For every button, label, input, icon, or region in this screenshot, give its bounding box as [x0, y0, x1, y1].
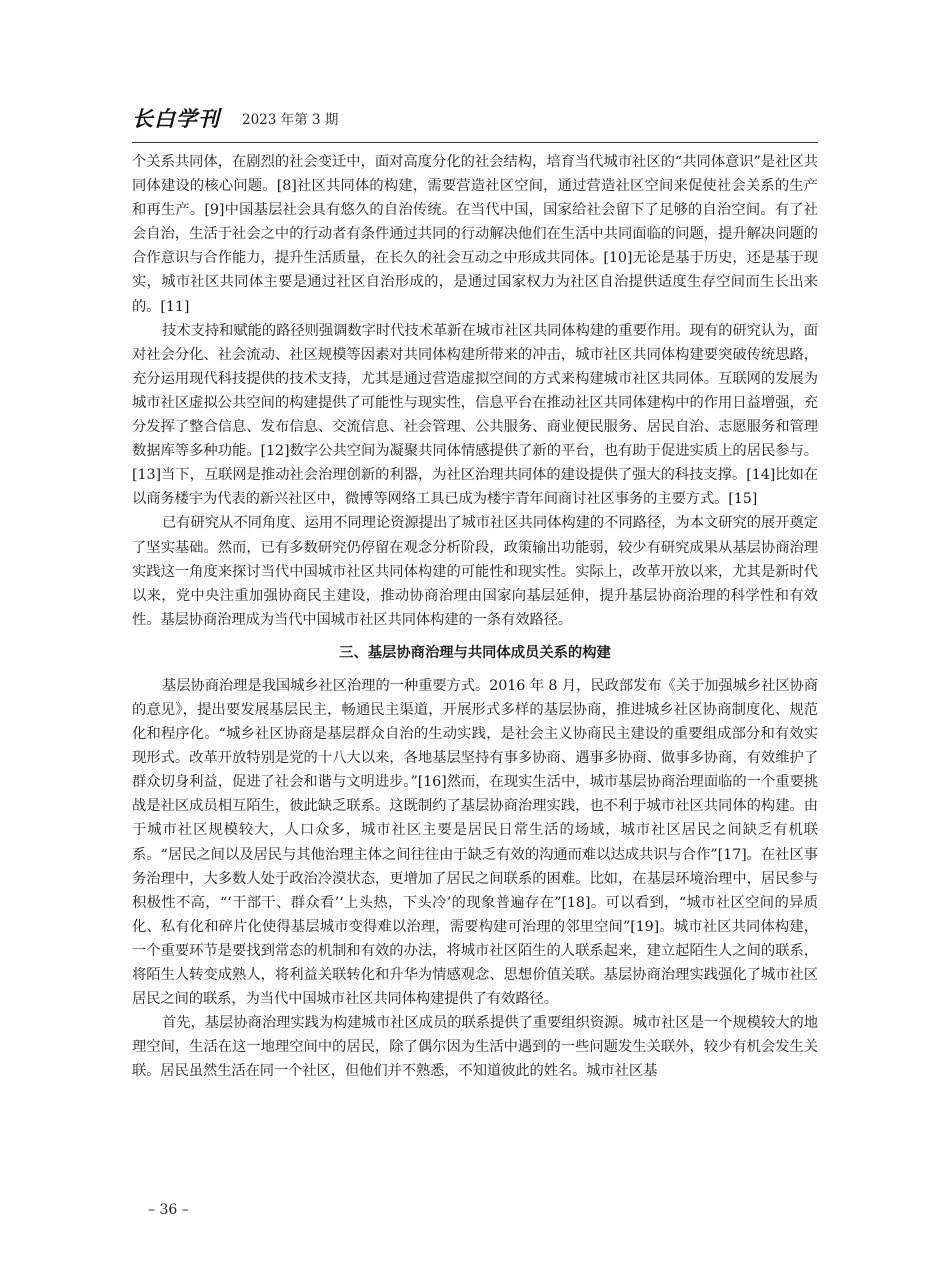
section-heading: 三、基层协商治理与共同体成员关系的构建: [339, 644, 611, 661]
paragraph-4: 基层协商治理是我国城乡社区治理的一种重要方式。2016 年 8 月，民政部发布《关于加强城乡社区协商的意见》，提出要发展基层民主，畅通民主渠道，开展形式多样的基层协商，推进城乡社区协商制度化、规范化和程序化。“城乡社区协商是基层群众自治的生动实践，是社会主义协商民主建设的重要组成部分和有效实现形式。改革开放特别是党的十八大以来，各地基层坚持有事多协商、遇事多协商、做事多协商，有效维护了群众切身利益，促进了社会和谐与文明进步。”[16]然而，在现实生活中，城市基层协商治理面临的一个重要挑战是社区成员相互陌生，彼此缺乏联系。这既制约了基层协商治理实践，也不利于城市社区共同体的构建。由于城市社区规模较大，人口众多，城市社区主要是居民日常生活的场域，城市社区居民之间缺乏有机联系。“居民之间以及居民与其他治理主体之间往往由于缺乏有效的沟通而难以达成共识与合作”[17]。在社区事务治理中，大多数人处于政治冷漠状态，更增加了居民之间联系的困难。比如，在基层环境治理中，居民参与积极性不高，“‘干部干、群众看’‘上头热，下头冷’的现象普遍存在”[18]。可以看到，“城市社区空间的异质化、私有化和碎片化使得基层城市变得难以治理，需要构建可治理的邻里空间”[19]。城市社区共同体构建，一个重要环节是要找到常态的机制和有效的办法，将城市社区陌生的人联系起来，建立起陌生人之间的联系，将陌生人转变成熟人，将利益关联转化和升华为情感观念、思想价值关联。基层协商治理实践强化了城市社区居民之间的联系，为当代中国城市社区共同体构建提供了有效路径。: [132, 677, 818, 1008]
journal-logo: 长白学刊: [132, 106, 220, 131]
page-header: [132, 103, 818, 133]
paragraph-5: 首先，基层协商治理实践为构建城市社区成员的联系提供了重要组织资源。城市社区是一个规模较大的地理空间，生活在这一地理空间中的居民，除了偶尔因为生活中遇到的一些问题发生关联外，较少有机会发生关联。居民虽然生活在同一个社区，但他们并不熟悉，不知道彼此的姓名。城市社区基: [132, 1015, 818, 1080]
header-divider: [132, 142, 818, 143]
article-body: [132, 150, 818, 1083]
issue-label: 2023 年第 3 期: [242, 112, 339, 128]
paragraph-3: 已有研究从不同角度、运用不同理论资源提出了城市社区共同体构建的不同路径，为本文研究的展开奠定了坚实基础。然而，已有多数研究仍停留在观念分析阶段，政策输出功能弱，较少有研究成果从基层协商治理实践这一角度来探讨当代中国城市社区共同体构建的可能性和现实性。实际上，改革开放以来，尤其是新时代以来，党中央注重加强协商民主建设，推动协商治理由国家向基层延伸，提升基层协商治理的科学性和有效性。基层协商治理成为当代中国城市社区共同体构建的一条有效路径。: [132, 515, 818, 628]
page-number: – 36 –: [148, 1202, 189, 1218]
paragraph-1: 个关系共同体，在剧烈的社会变迁中，面对高度分化的社会结构，培育当代城市社区的“共同体意识”是社区共同体建设的核心问题。[8]社区共同体的构建，需要营造社区空间，通过营造社区空间来促使社会关系的生产和再生产。[9]中国基层社会具有悠久的自治传统。在当代中国，国家给社会留下了足够的自治空间。有了社会自治，生活于社会之中的行动者有条件通过共同的行动解决他们在生活中共同面临的问题，提升解决问题的合作意识与合作能力，提升生活质量，在长久的社会互动之中形成共同体。[10]无论是基于历史，还是基于现实，城市社区共同体主要是通过社区自治形成的，是通过国家权力为社区自治提供适度生存空间而生长出来的。[11]: [132, 154, 818, 315]
paragraph-2: 技术支持和赋能的路径则强调数字时代技术革新在城市社区共同体构建的重要作用。现有的研究认为，面对社会分化、社会流动、社区规模等因素对共同体构建所带来的冲击，城市社区共同体构建要突破传统思路，充分运用现代科技提供的技术支持，尤其是通过营造虚拟空间的方式来构建城市社区共同体。互联网的发展为城市社区虚拟公共空间的构建提供了可能性与现实性，信息平台在推动社区共同体建构中的作用日益增强，充分发挥了整合信息、发布信息、交流信息、社会管理、公共服务、商业便民服务、居民自治、志愿服务和管理数据库等多种功能。[12]数字公共空间为凝聚共同体情感提供了新的平台，也有助于促进实质上的居民参与。[13]当下，互联网是推动社会治理创新的利器，为社区治理共同体的建设提供了强大的科技支撑。[14]比如在以商务楼宇为代表的新兴社区中，微博等网络工具已成为楼宇青年间商讨社区事务的主要方式。[15]: [132, 322, 818, 508]
